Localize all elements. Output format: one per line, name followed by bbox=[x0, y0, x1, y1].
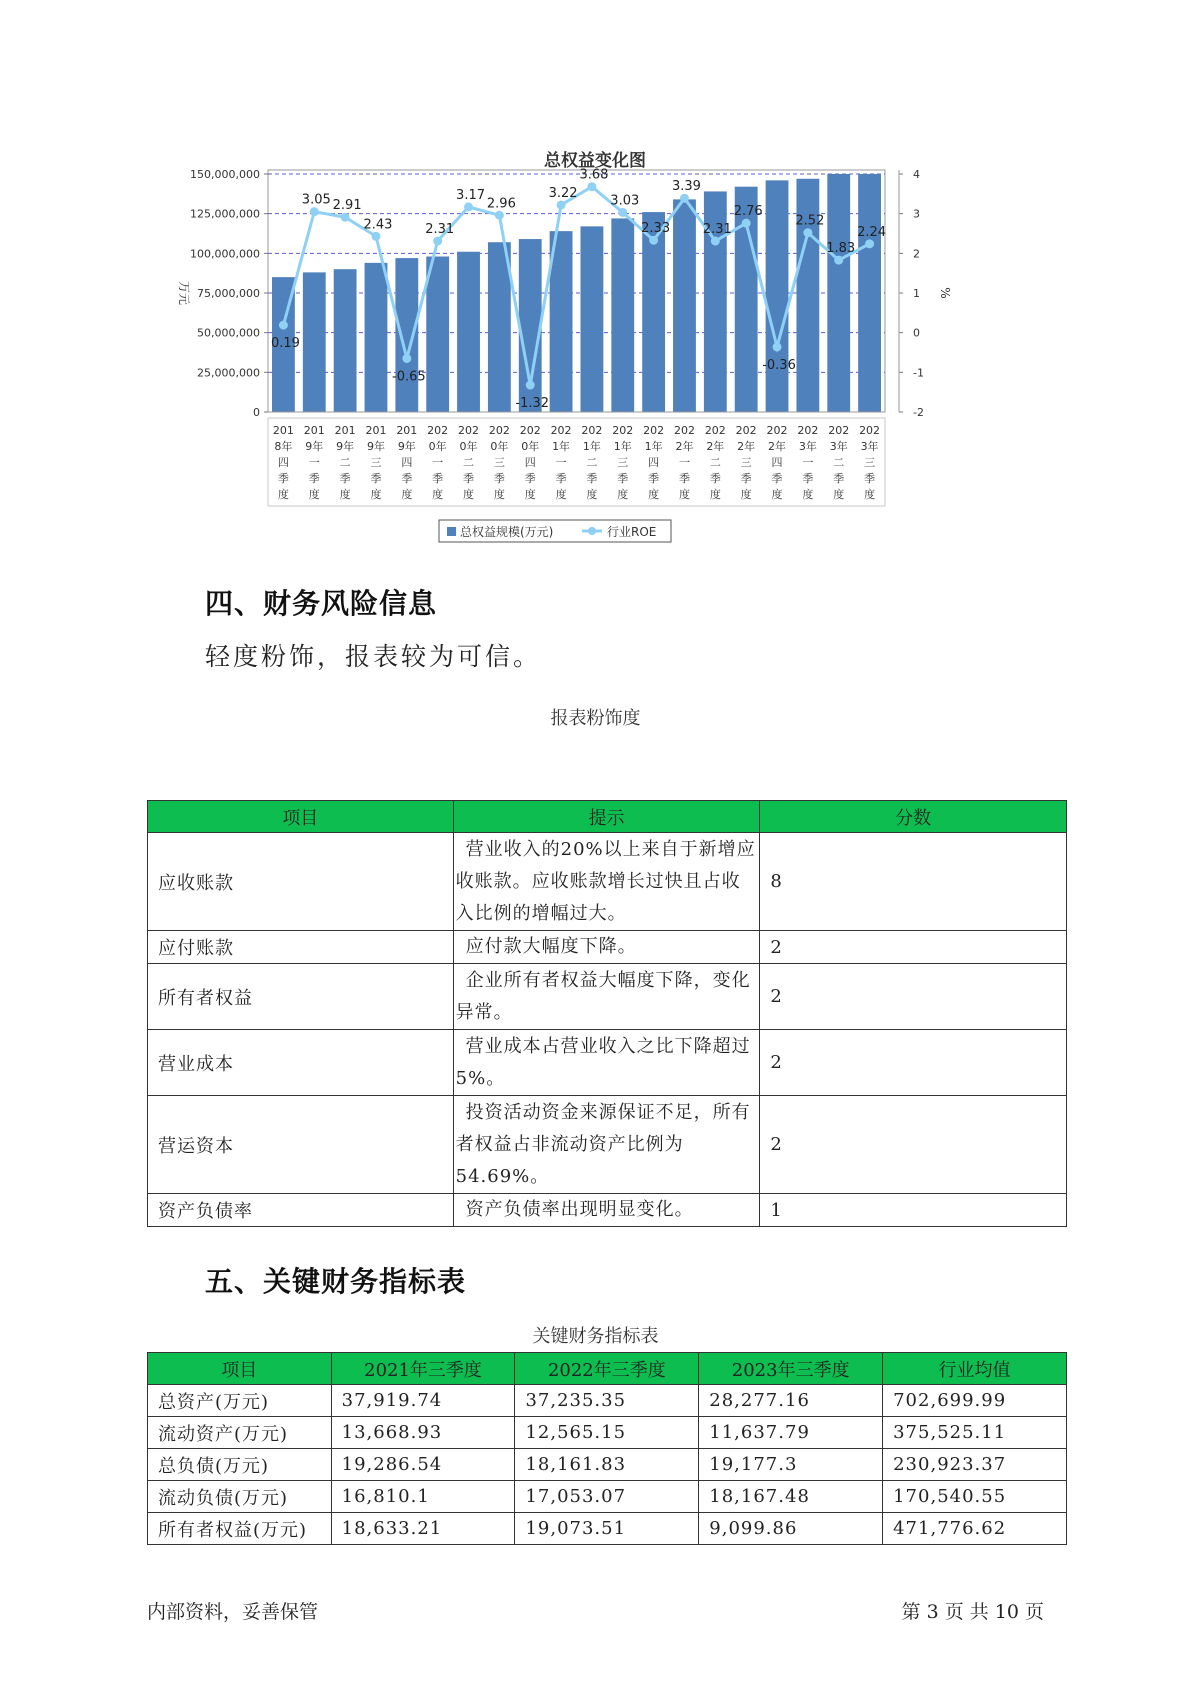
x-tick-label: 度 bbox=[617, 488, 629, 501]
x-tick-label: 度 bbox=[678, 488, 690, 501]
table-header-row bbox=[148, 801, 1067, 833]
chart-title: 总权益变化图 bbox=[544, 151, 646, 171]
cell: 总负债(万元) bbox=[148, 1449, 332, 1481]
roe-data-label: 2.91 bbox=[332, 198, 362, 214]
table-row bbox=[148, 1449, 1067, 1481]
roe-data-label: 3.68 bbox=[579, 167, 609, 183]
x-tick-label: 季 bbox=[771, 472, 783, 485]
x-tick-label: 3年 bbox=[860, 440, 879, 453]
roe-data-label: 3.03 bbox=[610, 193, 640, 209]
table-row bbox=[148, 833, 1067, 931]
x-tick-label: 季 bbox=[709, 472, 721, 485]
bar bbox=[581, 226, 604, 412]
key-financial-indicators-table bbox=[147, 1352, 1067, 1545]
roe-data-label: -0.36 bbox=[762, 357, 796, 373]
x-tick-label: 三 bbox=[493, 456, 505, 469]
table-row bbox=[148, 1030, 1067, 1096]
x-tick-label: 四 bbox=[524, 456, 536, 469]
roe-data-label: -0.65 bbox=[392, 369, 426, 385]
risk-table-caption: 报表粉饰度 bbox=[550, 708, 641, 729]
x-tick-label: 一 bbox=[432, 456, 444, 469]
cell: 流动负债(万元) bbox=[148, 1481, 332, 1513]
roe-point bbox=[433, 237, 442, 246]
x-tick-label: 1年 bbox=[552, 440, 571, 453]
roe-point bbox=[773, 342, 782, 351]
header-item: 项目 bbox=[148, 801, 454, 833]
x-tick-label: 三 bbox=[864, 456, 876, 469]
bar bbox=[365, 263, 388, 412]
bar bbox=[303, 272, 326, 412]
bar bbox=[766, 180, 789, 412]
roe-data-label: 3.17 bbox=[456, 187, 486, 203]
cell: 375,525.11 bbox=[883, 1417, 1067, 1449]
cell: 所有者权益(万元) bbox=[148, 1513, 332, 1545]
x-tick-label: 四 bbox=[771, 456, 783, 469]
row-item: 营业成本 bbox=[148, 1030, 454, 1096]
y-right-tick-label: -2 bbox=[913, 406, 924, 419]
x-tick-label: 201 bbox=[365, 424, 387, 437]
y-right-tick-label: 0 bbox=[913, 326, 920, 340]
roe-data-label: 2.24 bbox=[857, 224, 887, 240]
x-tick-label: 9年 bbox=[397, 440, 416, 453]
section-heading-key-indicators: 五、关键财务指标表 bbox=[205, 1265, 467, 1298]
x-tick-label: 3年 bbox=[798, 440, 817, 453]
x-tick-label: 季 bbox=[277, 472, 289, 485]
kpi-table-caption: 关键财务指标表 bbox=[532, 1326, 659, 1347]
cell: 16,810.1 bbox=[331, 1481, 515, 1513]
x-tick-label: 度 bbox=[802, 488, 814, 501]
x-tick-label: 三 bbox=[370, 456, 382, 469]
x-tick-label: 0年 bbox=[490, 440, 509, 453]
roe-point bbox=[310, 207, 319, 216]
x-tick-label: 一 bbox=[802, 456, 814, 469]
x-tick-label: 季 bbox=[524, 472, 536, 485]
y-left-tick-label: 25,000,000 bbox=[197, 366, 260, 380]
roe-point bbox=[742, 219, 751, 228]
section-heading-financial-risk: 四、财务风险信息 bbox=[205, 587, 438, 620]
header-2023q3: 2023年三季度 bbox=[699, 1353, 883, 1385]
x-tick-label: 9年 bbox=[366, 440, 385, 453]
row-tip: 应付款大幅度下降。 bbox=[453, 931, 760, 964]
roe-data-label: 2.96 bbox=[486, 196, 516, 212]
x-tick-label: 202 bbox=[766, 424, 788, 437]
roe-data-label: 2.43 bbox=[363, 217, 393, 233]
x-tick-label: 201 bbox=[396, 424, 418, 437]
x-tick-label: 202 bbox=[550, 424, 572, 437]
x-tick-label: 0年 bbox=[428, 440, 447, 453]
x-tick-label: 1年 bbox=[644, 440, 663, 453]
roe-data-label: 2.31 bbox=[702, 222, 732, 238]
table-row bbox=[148, 1385, 1067, 1417]
x-tick-label: 202 bbox=[427, 424, 449, 437]
row-score: 2 bbox=[760, 1096, 1067, 1194]
y-right-tick-label: 3 bbox=[913, 207, 920, 221]
cell: 19,073.51 bbox=[515, 1513, 699, 1545]
x-tick-label: 202 bbox=[581, 424, 603, 437]
cell: 28,277.16 bbox=[699, 1385, 883, 1417]
header-2022q3: 2022年三季度 bbox=[515, 1353, 699, 1385]
x-tick-label: 一 bbox=[555, 456, 567, 469]
cell: 230,923.37 bbox=[883, 1449, 1067, 1481]
row-tip: 企业所有者权益大幅度下降，变化异常。 bbox=[453, 964, 760, 1030]
cell: 37,235.35 bbox=[515, 1385, 699, 1417]
y-left-tick-label: 75,000,000 bbox=[197, 287, 260, 300]
header-2021q3: 2021年三季度 bbox=[331, 1353, 515, 1385]
cell: 总资产(万元) bbox=[148, 1385, 332, 1417]
chart-svg bbox=[170, 140, 1020, 600]
x-tick-label: 度 bbox=[524, 488, 536, 501]
x-tick-label: 度 bbox=[709, 488, 721, 501]
footer-page-number: 第 3 页 共 10 页 bbox=[901, 1601, 1044, 1623]
x-tick-label: 202 bbox=[673, 424, 695, 437]
header-score: 分数 bbox=[760, 801, 1067, 833]
roe-data-label: 3.22 bbox=[548, 185, 578, 201]
x-tick-label: 季 bbox=[617, 472, 629, 485]
row-item: 应收账款 bbox=[148, 833, 454, 931]
y-right-tick-label: 2 bbox=[913, 247, 920, 261]
roe-data-label: 2.31 bbox=[425, 222, 455, 238]
header-item: 项目 bbox=[148, 1353, 332, 1385]
x-tick-label: 度 bbox=[493, 488, 505, 501]
x-tick-label: 2年 bbox=[706, 440, 725, 453]
y-right-tick-label: -1 bbox=[913, 366, 924, 380]
cell: 37,919.74 bbox=[331, 1385, 515, 1417]
x-tick-label: 度 bbox=[339, 488, 351, 501]
x-label-frame bbox=[268, 418, 885, 506]
x-tick-label: 度 bbox=[277, 488, 289, 501]
x-tick-label: 度 bbox=[586, 488, 598, 501]
row-item: 营运资本 bbox=[148, 1096, 454, 1194]
roe-point bbox=[402, 354, 411, 363]
cell: 702,699.99 bbox=[883, 1385, 1067, 1417]
x-tick-label: 二 bbox=[833, 456, 845, 469]
x-tick-label: 一 bbox=[678, 456, 690, 469]
y-left-tick-label: 100,000,000 bbox=[190, 247, 260, 261]
cell: 9,099.86 bbox=[699, 1513, 883, 1545]
roe-point bbox=[371, 232, 380, 241]
bar bbox=[611, 218, 634, 412]
x-tick-label: 202 bbox=[458, 424, 480, 437]
bar bbox=[827, 174, 850, 412]
roe-data-label: 1.83 bbox=[826, 241, 856, 257]
x-tick-label: 二 bbox=[463, 456, 475, 469]
x-tick-label: 202 bbox=[704, 424, 726, 437]
roe-point bbox=[803, 228, 812, 237]
row-tip: 资产负债率出现明显变化。 bbox=[453, 1194, 760, 1227]
x-tick-label: 度 bbox=[864, 488, 876, 501]
bar bbox=[334, 269, 357, 412]
x-tick-label: 202 bbox=[797, 424, 819, 437]
y-left-tick-label: 150,000,000 bbox=[190, 168, 260, 181]
x-tick-label: 202 bbox=[612, 424, 634, 437]
roe-data-label: 2.76 bbox=[733, 204, 763, 220]
roe-data-label: 3.05 bbox=[301, 192, 331, 208]
x-tick-label: 季 bbox=[740, 472, 752, 485]
roe-point bbox=[526, 381, 535, 390]
x-tick-label: 202 bbox=[519, 424, 541, 437]
row-score: 2 bbox=[760, 1030, 1067, 1096]
roe-point bbox=[834, 256, 843, 265]
y-left-tick-label: 125,000,000 bbox=[190, 207, 260, 221]
x-tick-label: 0年 bbox=[459, 440, 478, 453]
x-tick-label: 度 bbox=[401, 488, 413, 501]
x-tick-label: 1年 bbox=[582, 440, 601, 453]
roe-point bbox=[680, 194, 689, 203]
x-tick-label: 度 bbox=[771, 488, 783, 501]
roe-data-label: 2.33 bbox=[641, 221, 671, 237]
row-score: 1 bbox=[760, 1194, 1067, 1227]
x-tick-label: 201 bbox=[303, 424, 325, 437]
x-tick-label: 季 bbox=[864, 472, 876, 485]
roe-point bbox=[865, 239, 874, 248]
y-left-axis-title: 万元 bbox=[177, 280, 191, 306]
y-left-tick-label: 50,000,000 bbox=[197, 326, 260, 340]
bar bbox=[673, 199, 696, 412]
table-row bbox=[148, 1096, 1067, 1194]
table-row bbox=[148, 1481, 1067, 1513]
x-tick-label: 1年 bbox=[613, 440, 632, 453]
row-tip: 营业成本占营业收入之比下降超过5%。 bbox=[453, 1030, 760, 1096]
cell: 17,053.07 bbox=[515, 1481, 699, 1513]
x-tick-label: 202 bbox=[859, 424, 881, 437]
x-tick-label: 0年 bbox=[521, 440, 540, 453]
x-tick-label: 度 bbox=[740, 488, 752, 501]
x-tick-label: 2年 bbox=[768, 440, 787, 453]
cell: 13,668.93 bbox=[331, 1417, 515, 1449]
x-tick-label: 201 bbox=[272, 424, 294, 437]
cell: 471,776.62 bbox=[883, 1513, 1067, 1545]
y-right-tick-label: 1 bbox=[913, 287, 920, 300]
x-tick-label: 2年 bbox=[737, 440, 756, 453]
x-tick-label: 3年 bbox=[829, 440, 848, 453]
x-tick-label: 度 bbox=[648, 488, 660, 501]
roe-point bbox=[464, 202, 473, 211]
equity-change-chart bbox=[170, 140, 1020, 600]
x-tick-label: 季 bbox=[308, 472, 320, 485]
x-tick-label: 四 bbox=[648, 456, 660, 469]
table-row bbox=[148, 1513, 1067, 1545]
x-tick-label: 季 bbox=[463, 472, 475, 485]
risk-summary-text: 轻度粉饰，报表较为可信。 bbox=[205, 642, 542, 671]
x-tick-label: 一 bbox=[308, 456, 320, 469]
window-dressing-table bbox=[147, 800, 1067, 1227]
x-tick-label: 季 bbox=[401, 472, 413, 485]
roe-point bbox=[618, 208, 627, 217]
roe-data-label: 0.19 bbox=[270, 336, 300, 352]
cell: 170,540.55 bbox=[883, 1481, 1067, 1513]
bar bbox=[457, 252, 480, 412]
table-row bbox=[148, 1194, 1067, 1227]
legend-line-label: 行业ROE bbox=[607, 525, 657, 539]
x-tick-label: 二 bbox=[339, 456, 351, 469]
row-item: 资产负债率 bbox=[148, 1194, 454, 1227]
y-right-tick-label: 4 bbox=[913, 168, 920, 181]
table-row bbox=[148, 1417, 1067, 1449]
table-header-row bbox=[148, 1353, 1067, 1385]
x-tick-label: 四 bbox=[277, 456, 289, 469]
row-tip: 营业收入的20%以上来自于新增应收账款。应收账款增长过快且占收入比例的增幅过大。 bbox=[453, 833, 760, 931]
x-tick-label: 度 bbox=[432, 488, 444, 501]
row-item: 应付账款 bbox=[148, 931, 454, 964]
x-tick-label: 季 bbox=[432, 472, 444, 485]
x-tick-label: 季 bbox=[493, 472, 505, 485]
legend-bar-swatch bbox=[447, 527, 456, 536]
y-right-axis-title: % bbox=[938, 287, 952, 299]
table-row bbox=[148, 964, 1067, 1030]
x-tick-label: 季 bbox=[586, 472, 598, 485]
cell: 流动资产(万元) bbox=[148, 1417, 332, 1449]
table-row bbox=[148, 931, 1067, 964]
x-tick-label: 三 bbox=[740, 456, 752, 469]
roe-point bbox=[587, 182, 596, 191]
x-tick-label: 二 bbox=[586, 456, 598, 469]
x-tick-label: 度 bbox=[833, 488, 845, 501]
x-tick-label: 季 bbox=[802, 472, 814, 485]
x-tick-label: 202 bbox=[643, 424, 665, 437]
cell: 12,565.15 bbox=[515, 1417, 699, 1449]
x-tick-label: 四 bbox=[401, 456, 413, 469]
y-left-tick-label: 0 bbox=[253, 406, 260, 419]
x-tick-label: 度 bbox=[308, 488, 320, 501]
cell: 18,633.21 bbox=[331, 1513, 515, 1545]
x-tick-label: 2年 bbox=[675, 440, 694, 453]
x-tick-label: 202 bbox=[488, 424, 510, 437]
x-tick-label: 季 bbox=[833, 472, 845, 485]
cell: 19,177.3 bbox=[699, 1449, 883, 1481]
x-tick-label: 季 bbox=[339, 472, 351, 485]
x-tick-label: 202 bbox=[735, 424, 757, 437]
footer-confidential-note: 内部资料，妥善保管 bbox=[147, 1601, 319, 1623]
roe-point bbox=[649, 236, 658, 245]
row-tip: 投资活动资金来源保证不足，所有者权益占非流动资产比例为54.69%。 bbox=[453, 1096, 760, 1194]
cell: 11,637.79 bbox=[699, 1417, 883, 1449]
x-tick-label: 度 bbox=[555, 488, 567, 501]
row-score: 2 bbox=[760, 964, 1067, 1030]
x-tick-label: 季 bbox=[678, 472, 690, 485]
x-tick-label: 9年 bbox=[336, 440, 355, 453]
x-tick-label: 三 bbox=[617, 456, 629, 469]
roe-data-label: 3.39 bbox=[671, 179, 701, 195]
legend-line-marker bbox=[588, 527, 596, 535]
x-tick-label: 季 bbox=[648, 472, 660, 485]
row-score: 8 bbox=[760, 833, 1067, 931]
header-tip: 提示 bbox=[453, 801, 760, 833]
x-tick-label: 9年 bbox=[305, 440, 324, 453]
legend-bar-label: 总权益规模(万元) bbox=[460, 525, 554, 539]
roe-data-label: 2.52 bbox=[795, 213, 825, 229]
cell: 18,161.83 bbox=[515, 1449, 699, 1481]
row-item: 所有者权益 bbox=[148, 964, 454, 1030]
x-tick-label: 季 bbox=[555, 472, 567, 485]
cell: 18,167.48 bbox=[699, 1481, 883, 1513]
x-tick-label: 季 bbox=[370, 472, 382, 485]
x-tick-label: 8年 bbox=[274, 440, 293, 453]
cell: 19,286.54 bbox=[331, 1449, 515, 1481]
row-score: 2 bbox=[760, 931, 1067, 964]
roe-point bbox=[711, 237, 720, 246]
x-tick-label: 度 bbox=[463, 488, 475, 501]
bar bbox=[426, 257, 449, 412]
bar bbox=[488, 242, 511, 412]
roe-point bbox=[341, 213, 350, 222]
x-tick-label: 二 bbox=[709, 456, 721, 469]
roe-point bbox=[279, 321, 288, 330]
header-industry-avg: 行业均值 bbox=[883, 1353, 1067, 1385]
x-tick-label: 201 bbox=[334, 424, 356, 437]
x-tick-label: 度 bbox=[370, 488, 382, 501]
bar bbox=[858, 174, 881, 412]
roe-point bbox=[557, 200, 566, 209]
roe-data-label: -1.32 bbox=[515, 396, 550, 412]
roe-point bbox=[495, 211, 504, 220]
x-tick-label: 202 bbox=[828, 424, 850, 437]
bar bbox=[395, 258, 418, 412]
